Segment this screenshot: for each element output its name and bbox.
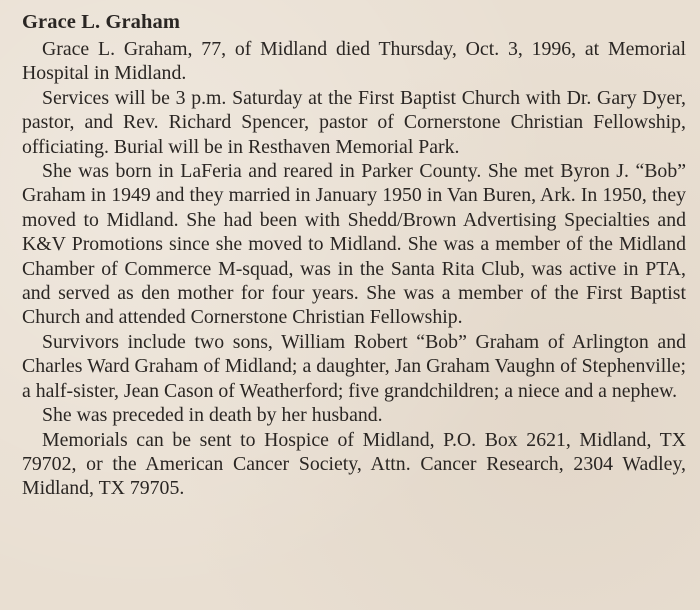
paragraph-biography: She was born in LaFeria and reared in Parker County. She met Byron J. “Bob” Graham in 1949 and they married in January 1950 in Van Buren, Ark. In 1950, they moved to Midland. She had been with Shedd/Brown Advertising Specialties and K&V Promotions since she moved to Midland. She was a member of the Midland Chamber of Commerce M-squad, was in the Santa Rita Club, was active in PTA, and served as den mother for four years. She was a member of the First Baptist Church and attended Cornerstone Christian Fellowship. xyxy=(22,160,686,329)
obituary-headline: Grace L. Graham xyxy=(22,11,181,33)
paragraph-memorials: Memorials can be sent to Hospice of Midland, P.O. Box 2621, Midland, TX 79702, or the American Cancer Society, Attn. Cancer Research, 2304 Wadley, Midland, TX 79705. xyxy=(22,428,686,500)
paragraph-death-notice: Grace L. Graham, 77, of Midland died Thursday, Oct. 3, 1996, at Memorial Hospital in Midland. xyxy=(22,38,686,85)
paragraph-services: Services will be 3 p.m. Saturday at the First Baptist Church with Dr. Gary Dyer, pastor, and Rev. Richard Spencer, pastor of Cornerstone Christian Fellowship, officiating. Burial will be in Resthaven Memorial Park. xyxy=(22,86,686,158)
paragraph-preceded: She was preceded in death by her husband. xyxy=(42,404,383,427)
paragraph-survivors: Survivors include two sons, William Robert “Bob” Graham of Arlington and Charles Ward Graham of Midland; a daughter, Jan Graham Vaughn of Stephenville; a half-sister, Jean Cason of Weatherford; five grandchildren; a niece and a nephew. xyxy=(22,330,686,402)
